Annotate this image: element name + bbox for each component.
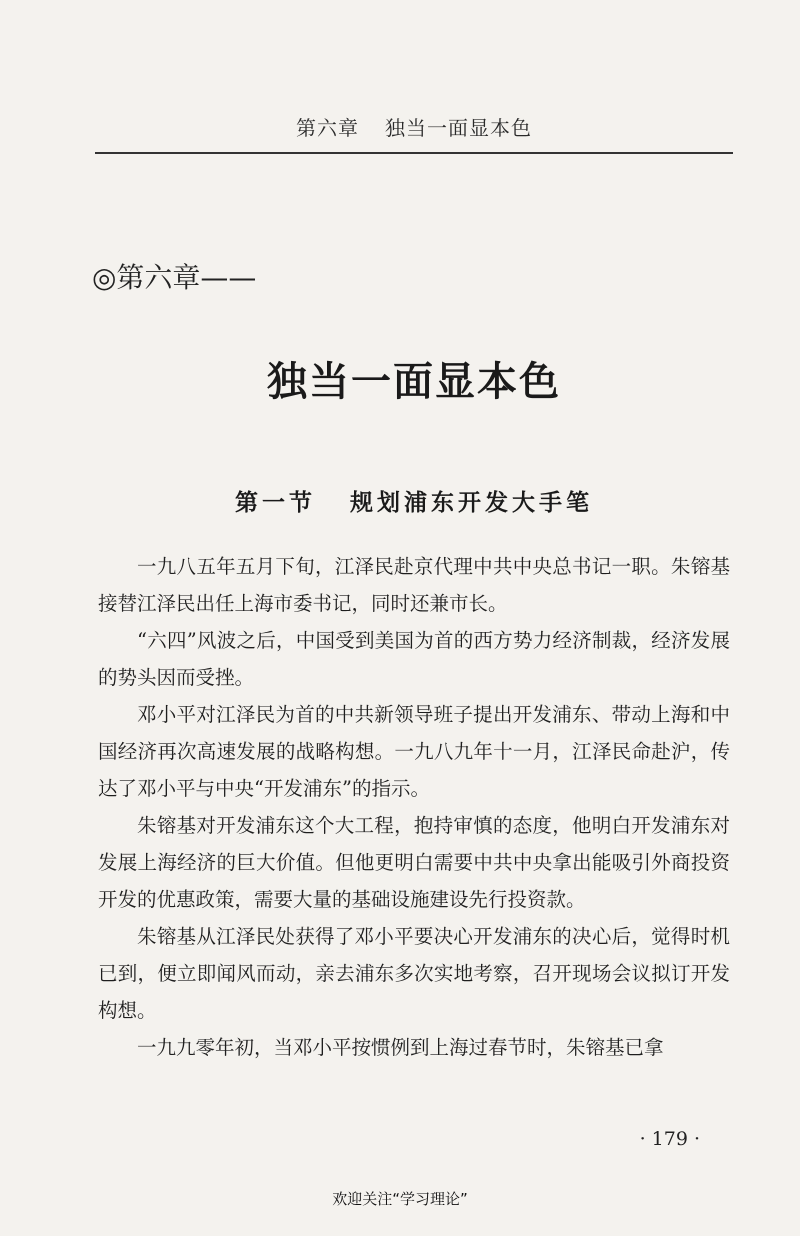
section-number: 第一节 — [235, 489, 316, 516]
paragraph: “六四”风波之后，中国受到美国为首的西方势力经济制裁，经济发展的势头因而受挫。 — [98, 629, 730, 689]
paragraph: 一九八五年五月下旬，江泽民赴京代理中共中央总书记一职。朱镕基接替江泽民出任上海市委书记，同时还兼市长。 — [98, 555, 730, 615]
paragraph: 朱镕基对开发浦东这个大工程，抱持审慎的态度，他明白开发浦东对发展上海经济的巨大价值。但他更明白需要中共中央拿出能吸引外商投资开发的优惠政策，需要大量的基础设施建设先行投资款。 — [98, 814, 730, 911]
header-rule — [95, 152, 733, 154]
section-heading: 规划浦东开发大手笔 — [350, 489, 593, 516]
page-number: · 179 · — [639, 1128, 700, 1150]
chapter-title: 独当一面显本色 — [267, 358, 561, 405]
chapter-label: ◎第六章—— — [92, 261, 257, 294]
body-text — [98, 548, 730, 1066]
running-header-chapter: 第六章 — [296, 116, 359, 140]
section-title — [95, 484, 733, 517]
running-header — [95, 112, 733, 141]
paragraph: 朱镕基从江泽民处获得了邓小平要决心开发浦东的决心后，觉得时机已到，便立即闻风而动，亲去浦东多次实地考察，召开现场会议拟订开发构想。 — [98, 925, 730, 1022]
paragraph: 邓小平对江泽民为首的中共新领导班子提出开发浦东、带动上海和中国经济再次高速发展的战略构想。一九八九年十一月，江泽民命赴沪，传达了邓小平与中央“开发浦东”的指示。 — [98, 703, 730, 800]
running-header-title: 独当一面显本色 — [385, 116, 532, 140]
footer-note: 欢迎关注“学习理论” — [332, 1190, 468, 1208]
paragraph: 一九九零年初，当邓小平按惯例到上海过春节时，朱镕基已拿 — [137, 1036, 664, 1059]
